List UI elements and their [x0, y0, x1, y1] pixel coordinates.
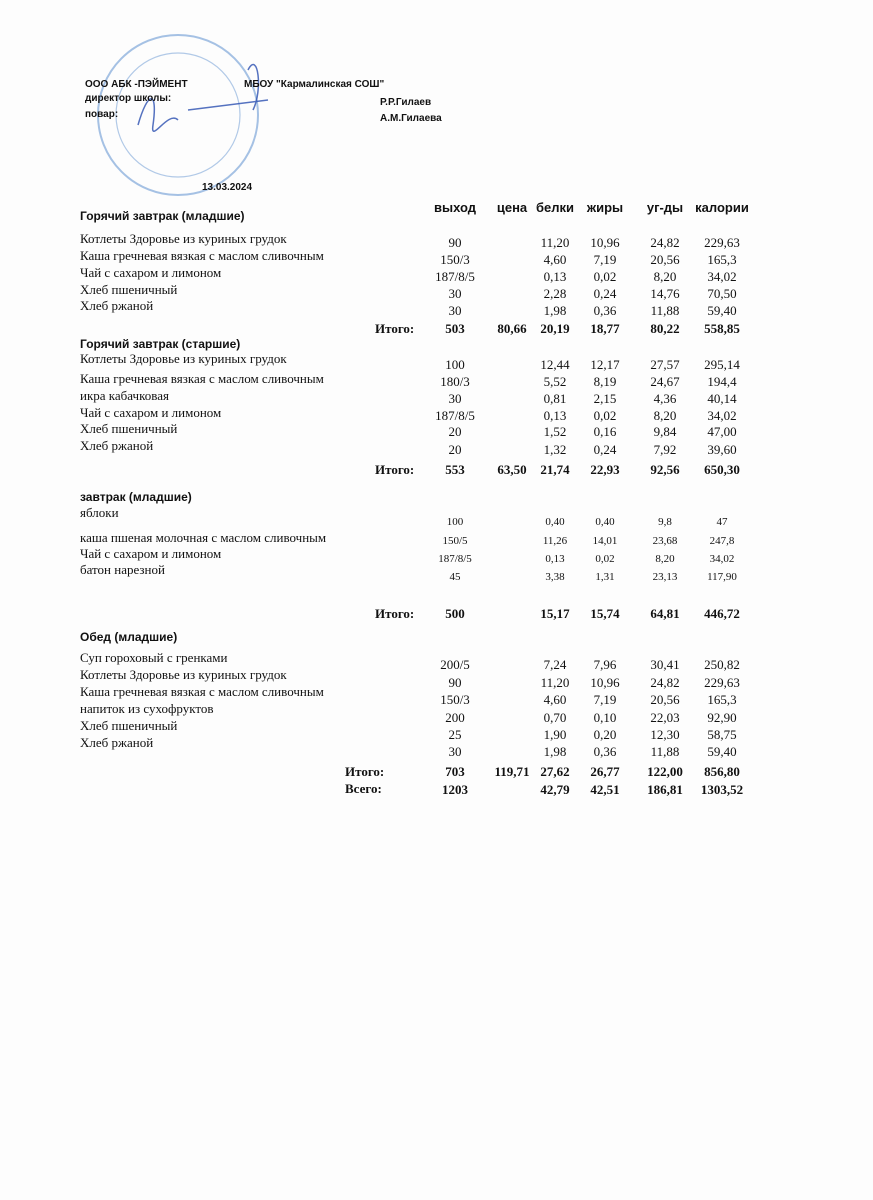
- total-value: 92,56: [650, 462, 680, 477]
- section-title: Горячий завтрак (старшие): [80, 337, 241, 351]
- menu-item-value: 4,60: [543, 692, 567, 707]
- column-header: белки: [535, 200, 575, 215]
- cook-label: повар:: [85, 109, 119, 120]
- menu-item-value: 7,92: [653, 442, 677, 457]
- total-value: 500: [445, 606, 465, 621]
- total-label: Итого:: [375, 321, 415, 336]
- menu-item-value: 165,3: [707, 692, 737, 707]
- menu-item-name: Каша гречневая вязкая с маслом сливочным: [80, 248, 324, 263]
- menu-item-value: 24,82: [650, 675, 680, 690]
- section-title: Горячий завтрак (младшие): [80, 209, 245, 223]
- menu-item-value: 58,75: [707, 727, 737, 742]
- menu-item-value: 30: [448, 744, 462, 759]
- menu-item-value: 8,19: [593, 374, 617, 389]
- menu-item-value: 40,14: [707, 391, 737, 406]
- menu-item-value: 4,60: [543, 252, 567, 267]
- menu-item-value: 25: [448, 727, 462, 742]
- menu-item-value: 34,02: [709, 553, 735, 565]
- menu-item-value: 0,16: [593, 424, 617, 439]
- menu-item-name: Чай с сахаром и лимоном: [80, 405, 222, 420]
- grand-total-label: Всего:: [345, 781, 382, 796]
- menu-item-value: 0,24: [593, 442, 617, 457]
- supplier-name: ООО АБК -ПЭЙМЕНТ: [85, 79, 188, 90]
- menu-item-value: 1,52: [543, 424, 567, 439]
- menu-item-value: 70,50: [707, 286, 737, 301]
- menu-item-value: 34,02: [707, 269, 737, 284]
- menu-item-value: 247,8: [709, 535, 735, 547]
- menu-item-value: 12,17: [590, 357, 620, 372]
- menu-item-value: 0,40: [545, 516, 565, 528]
- menu-item-value: 0,02: [593, 269, 617, 284]
- menu-item-value: 229,63: [704, 235, 740, 250]
- menu-item-value: 1,90: [543, 727, 567, 742]
- menu-item-value: 90: [448, 235, 462, 250]
- menu-item-value: 47,00: [707, 424, 737, 439]
- menu-item-value: 11,88: [650, 744, 680, 759]
- menu-item-value: 27,57: [650, 357, 680, 372]
- total-value: 21,74: [540, 462, 570, 477]
- menu-item-value: 4,36: [653, 391, 677, 406]
- menu-item-value: 2,28: [543, 286, 567, 301]
- section-title: завтрак (младшие): [80, 490, 192, 504]
- menu-item-value: 200: [445, 710, 465, 725]
- menu-item-value: 8,20: [653, 408, 677, 423]
- menu-item-value: 150/3: [440, 692, 470, 707]
- menu-item-value: 0,24: [593, 286, 617, 301]
- grand-total-value: 42,79: [540, 782, 570, 797]
- menu-item-value: 23,13: [652, 571, 678, 583]
- menu-item-value: 1,98: [543, 744, 567, 759]
- menu-item-value: 0,02: [593, 408, 617, 423]
- menu-item-value: 11,88: [650, 303, 680, 318]
- menu-item-value: 0,36: [593, 744, 617, 759]
- menu-item-value: 30,41: [650, 657, 680, 672]
- menu-item-value: 59,40: [707, 744, 737, 759]
- total-value: 558,85: [704, 321, 740, 336]
- school-name: МБОУ "Кармалинская СОШ": [244, 79, 385, 90]
- menu-item-value: 2,15: [593, 391, 617, 406]
- menu-item-name: Котлеты Здоровье из куриных грудок: [80, 351, 287, 366]
- section-title: Обед (младшие): [80, 630, 178, 644]
- menu-item-value: 165,3: [707, 252, 737, 267]
- menu-item-value: 9,8: [658, 516, 672, 528]
- menu-item-value: 117,90: [707, 571, 737, 583]
- menu-item-name: Хлеб пшеничный: [80, 282, 178, 297]
- menu-item-value: 34,02: [707, 408, 737, 423]
- menu-item-name: Чай с сахаром и лимоном: [80, 546, 222, 561]
- menu-item-value: 14,01: [592, 535, 618, 547]
- total-value: 650,30: [704, 462, 740, 477]
- menu-item-name: Чай с сахаром и лимоном: [80, 265, 222, 280]
- menu-item-value: 59,40: [707, 303, 737, 318]
- director-name: Р.Р.Гилаев: [380, 97, 432, 108]
- menu-item-value: 30: [448, 286, 462, 301]
- menu-item-value: 5,52: [543, 374, 567, 389]
- total-value: 26,77: [590, 764, 620, 779]
- menu-item-value: 92,90: [707, 710, 737, 725]
- total-label: Итого:: [345, 764, 385, 779]
- menu-item-value: 187/8/5: [435, 408, 475, 423]
- total-value: 20,19: [540, 321, 570, 336]
- menu-item-value: 10,96: [590, 675, 620, 690]
- menu-item-value: 24,82: [650, 235, 680, 250]
- menu-item-name: Хлеб ржаной: [80, 735, 154, 750]
- total-value: 553: [445, 462, 465, 477]
- menu-item-value: 8,20: [655, 553, 675, 565]
- menu-item-value: 10,96: [590, 235, 620, 250]
- menu-item-value: 250,82: [704, 657, 740, 672]
- menu-item-name: икра кабачковая: [80, 388, 169, 403]
- menu-item-value: 22,03: [650, 710, 680, 725]
- total-value: 703: [445, 764, 465, 779]
- menu-item-value: 11,26: [542, 535, 568, 547]
- menu-item-value: 39,60: [707, 442, 737, 457]
- menu-item-value: 194,4: [707, 374, 737, 389]
- total-value: 15,74: [590, 606, 620, 621]
- menu-item-name: Каша гречневая вязкая с маслом сливочным: [80, 371, 324, 386]
- total-value: 119,71: [494, 764, 530, 779]
- menu-item-name: Котлеты Здоровье из куриных грудок: [80, 231, 287, 246]
- total-value: 122,00: [647, 764, 683, 779]
- menu-item-value: 187/8/5: [438, 553, 472, 565]
- column-header: цена: [496, 200, 528, 215]
- menu-item-value: 20,56: [650, 252, 680, 267]
- director-label: директор школы:: [85, 93, 172, 104]
- total-label: Итого:: [375, 462, 415, 477]
- menu-item-value: 0,70: [543, 710, 567, 725]
- grand-total-value: 42,51: [590, 782, 620, 797]
- menu-item-name: Хлеб пшеничный: [80, 718, 178, 733]
- menu-item-value: 7,19: [593, 252, 617, 267]
- menu-item-value: 100: [446, 516, 464, 528]
- menu-item-value: 200/5: [440, 657, 470, 672]
- total-value: 27,62: [540, 764, 570, 779]
- menu-item-name: каша пшеная молочная с маслом сливочным: [80, 530, 327, 545]
- menu-item-value: 30: [448, 391, 462, 406]
- total-value: 446,72: [704, 606, 740, 621]
- total-value: 856,80: [704, 764, 740, 779]
- menu-item-value: 1,31: [595, 571, 615, 583]
- menu-item-name: Хлеб ржаной: [80, 298, 154, 313]
- menu-item-value: 0,13: [543, 408, 567, 423]
- menu-item-value: 0,40: [595, 516, 615, 528]
- column-header: уг-ды: [646, 200, 684, 215]
- menu-item-name: Хлеб пшеничный: [80, 421, 178, 436]
- cook-name: А.М.Гилаева: [380, 113, 442, 124]
- menu-item-value: 0,13: [545, 553, 565, 565]
- menu-item-name: яблоки: [80, 505, 119, 520]
- menu-item-value: 0,13: [543, 269, 567, 284]
- menu-item-value: 150/5: [442, 535, 468, 547]
- menu-item-name: напиток из сухофруктов: [80, 701, 214, 716]
- total-value: 80,66: [497, 321, 527, 336]
- menu-item-value: 45: [449, 571, 461, 583]
- menu-item-value: 30: [448, 303, 462, 318]
- menu-item-value: 7,24: [543, 657, 567, 672]
- menu-item-value: 0,81: [543, 391, 567, 406]
- total-value: 18,77: [590, 321, 620, 336]
- menu-item-value: 9,84: [653, 424, 677, 439]
- menu-item-value: 8,20: [653, 269, 677, 284]
- menu-item-value: 0,10: [593, 710, 617, 725]
- menu-item-value: 0,20: [593, 727, 617, 742]
- grand-total-value: 186,81: [647, 782, 683, 797]
- menu-item-value: 11,20: [540, 235, 570, 250]
- total-value: 22,93: [590, 462, 620, 477]
- column-header: калории: [695, 200, 749, 215]
- total-value: 64,81: [650, 606, 680, 621]
- menu-item-name: Суп гороховый с гренками: [80, 650, 228, 665]
- menu-date: 13.03.2024: [202, 182, 253, 193]
- column-header: выход: [433, 200, 477, 215]
- menu-item-value: 11,20: [540, 675, 570, 690]
- menu-item-value: 1,32: [543, 442, 567, 457]
- menu-item-value: 24,67: [650, 374, 680, 389]
- menu-item-value: 20: [448, 442, 462, 457]
- grand-total-value: 1303,52: [700, 782, 744, 797]
- total-value: 63,50: [497, 462, 527, 477]
- menu-item-value: 3,38: [545, 571, 565, 583]
- menu-item-value: 150/3: [440, 252, 470, 267]
- menu-item-name: батон нарезной: [80, 562, 165, 577]
- menu-item-value: 7,19: [593, 692, 617, 707]
- menu-item-value: 20: [448, 424, 462, 439]
- total-label: Итого:: [375, 606, 415, 621]
- menu-item-name: Каша гречневая вязкая с маслом сливочным: [80, 684, 324, 699]
- menu-item-name: Котлеты Здоровье из куриных грудок: [80, 667, 287, 682]
- menu-item-value: 23,68: [652, 535, 678, 547]
- grand-total-value: 1203: [442, 782, 468, 797]
- menu-item-value: 0,02: [595, 553, 615, 565]
- menu-item-value: 12,44: [540, 357, 570, 372]
- menu-item-value: 7,96: [593, 657, 617, 672]
- column-header: жиры: [586, 200, 624, 215]
- menu-item-name: Хлеб ржаной: [80, 438, 154, 453]
- total-value: 80,22: [650, 321, 680, 336]
- menu-item-value: 1,98: [543, 303, 567, 318]
- menu-item-value: 12,30: [650, 727, 680, 742]
- menu-item-value: 20,56: [650, 692, 680, 707]
- total-value: 503: [445, 321, 465, 336]
- menu-item-value: 187/8/5: [435, 269, 475, 284]
- menu-item-value: 0,36: [593, 303, 617, 318]
- menu-item-value: 90: [448, 675, 462, 690]
- menu-item-value: 229,63: [704, 675, 740, 690]
- total-value: 15,17: [540, 606, 570, 621]
- menu-item-value: 100: [445, 357, 465, 372]
- menu-item-value: 14,76: [650, 286, 680, 301]
- menu-item-value: 295,14: [704, 357, 740, 372]
- menu-item-value: 180/3: [440, 374, 470, 389]
- menu-item-value: 47: [716, 516, 728, 528]
